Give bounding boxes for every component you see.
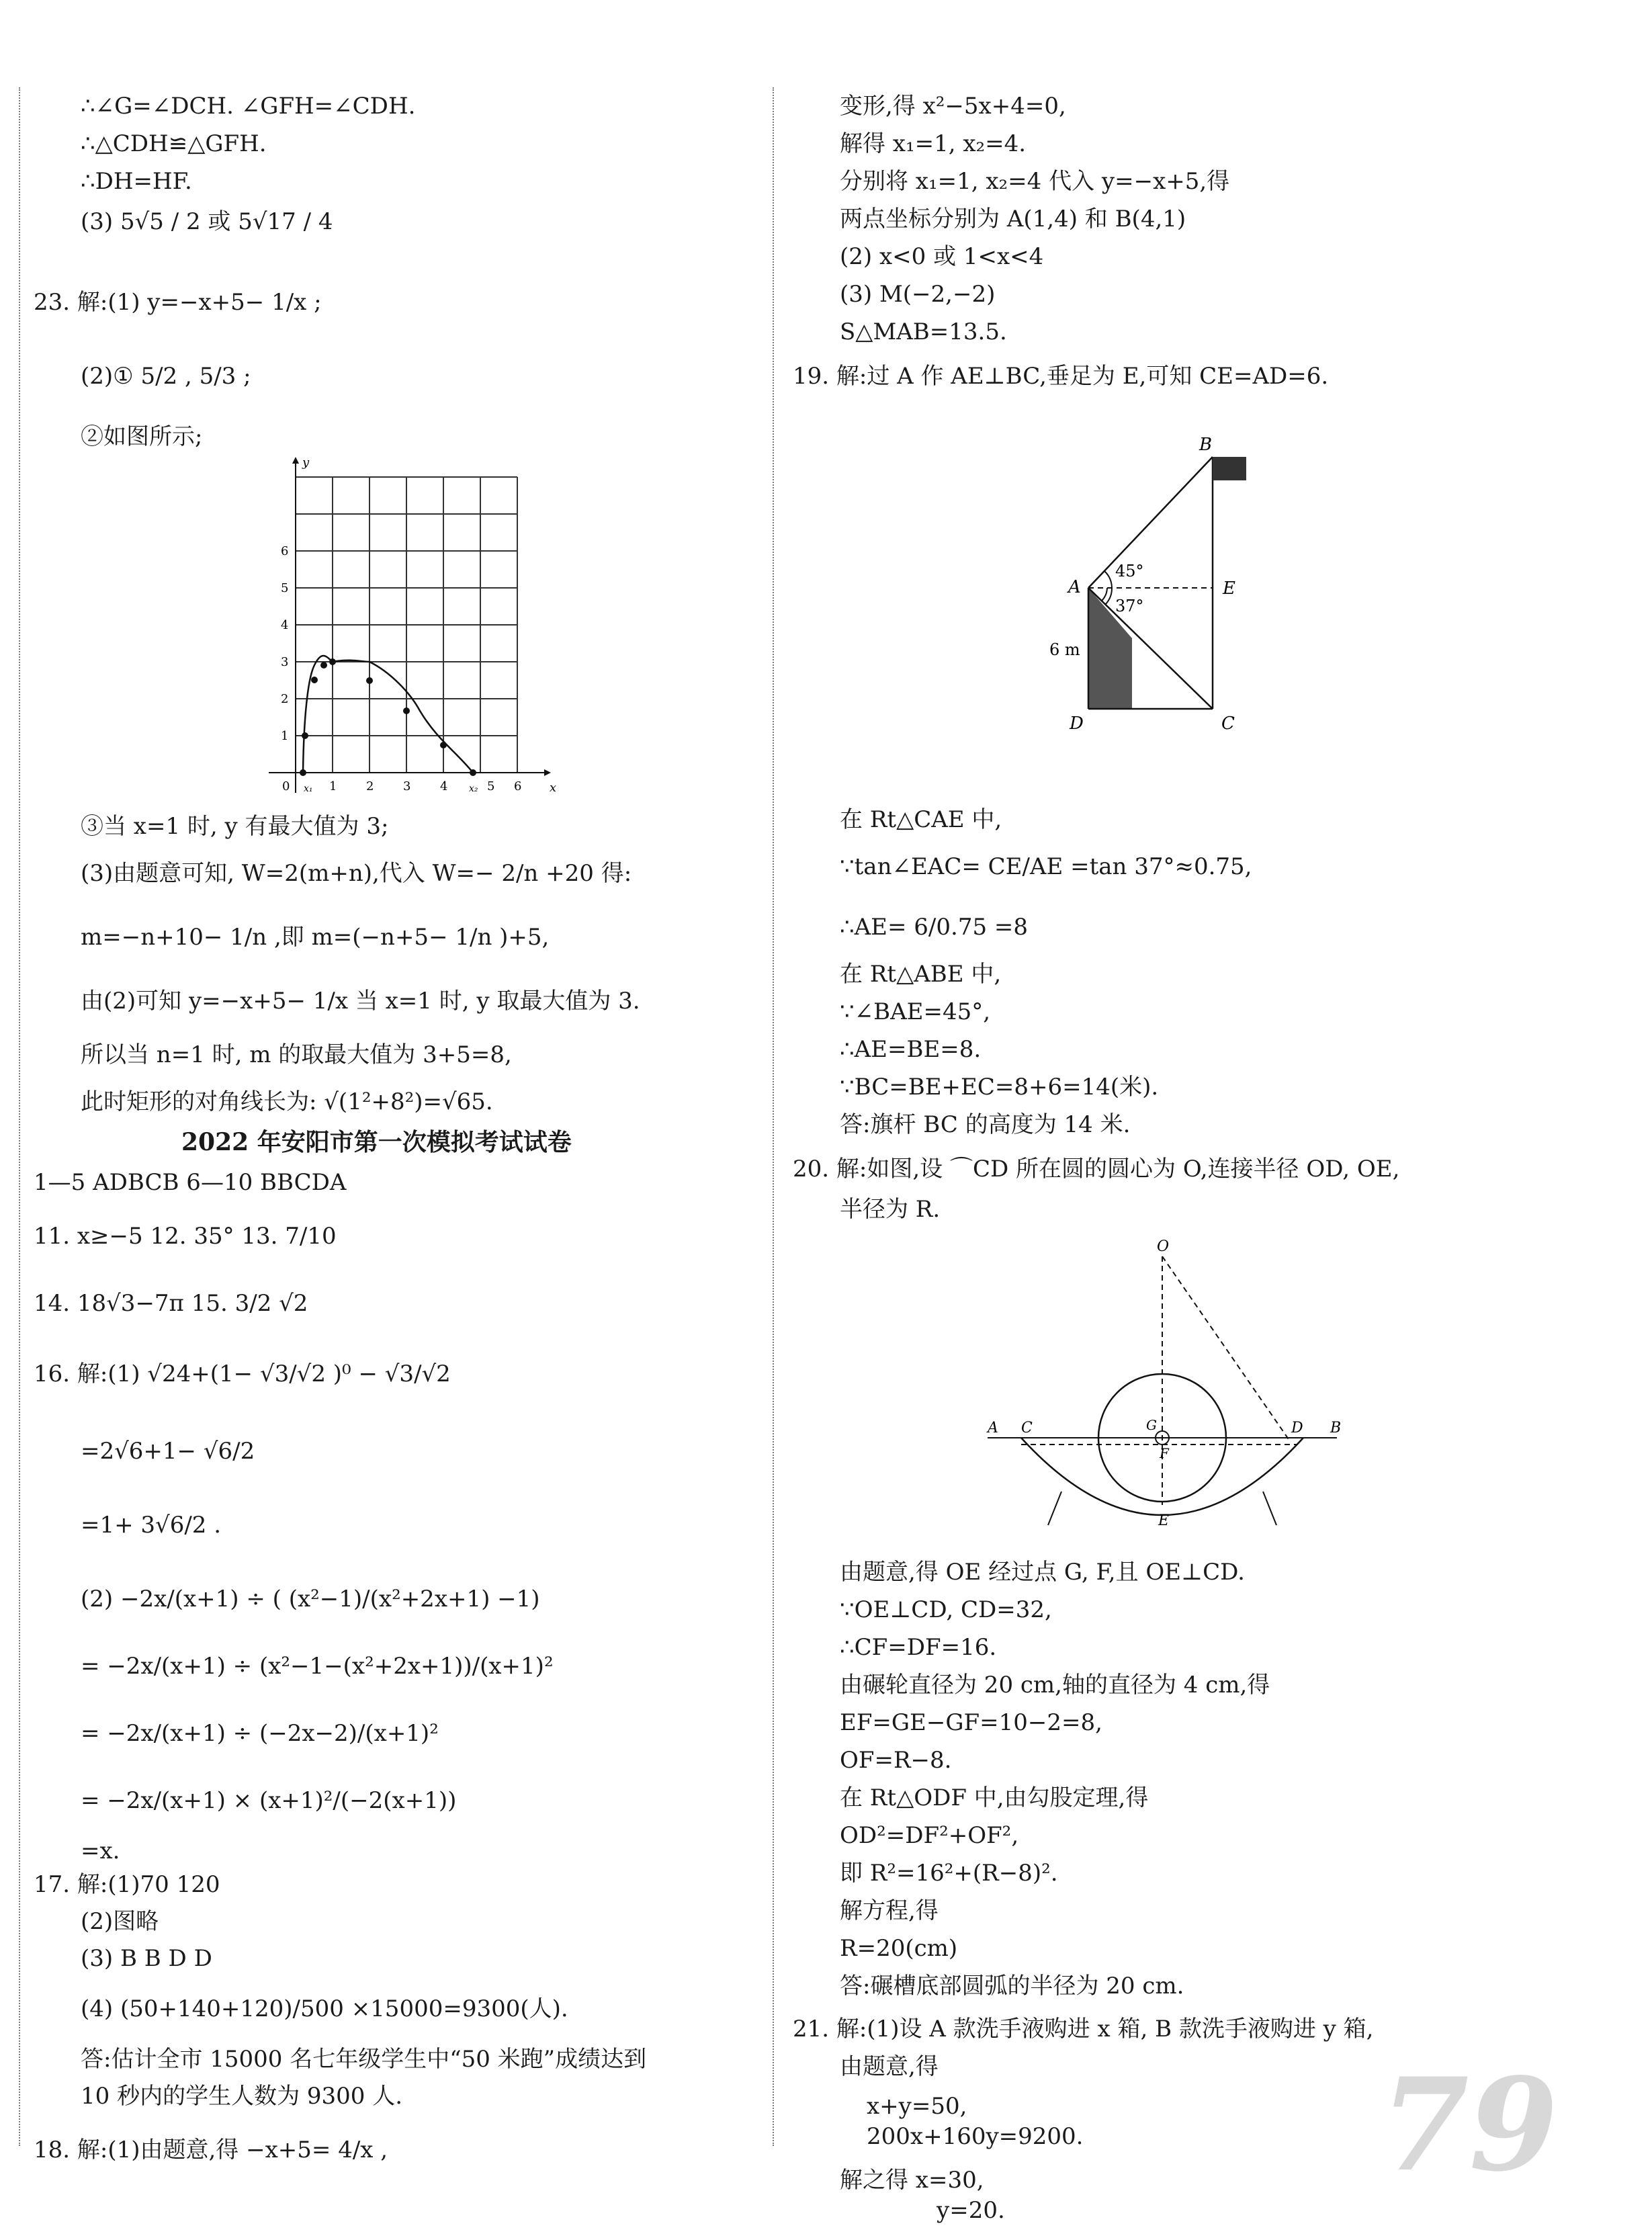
text-line: 由碾轮直径为 20 cm,轴的直径为 4 cm,得: [840, 1672, 1270, 1698]
text-line: 由(2)可知 y=−x+5− 1/x 当 x=1 时, y 取最大值为 3.: [81, 988, 640, 1015]
y-tick: 6: [281, 544, 289, 558]
support-left: [1048, 1492, 1061, 1525]
label-6m: 6 m: [1049, 640, 1080, 659]
graph-curve: [303, 648, 333, 773]
x-tick: 1: [329, 779, 337, 793]
text-line: 23. 解:(1) y=−x+5− 1/x ;: [34, 289, 322, 316]
label-45: 45°: [1115, 562, 1144, 580]
text-line: OF=R−8.: [840, 1747, 952, 1774]
x1-label: x₁: [304, 783, 313, 794]
text-line: 解得 x₁=1, x₂=4.: [840, 130, 1027, 157]
text-line: (2) x<0 或 1<x<4: [840, 243, 1044, 270]
label-A: A: [988, 1420, 998, 1436]
plot-point: [311, 677, 318, 683]
text-line: (3) M(−2,−2): [840, 281, 996, 308]
graph-grid: [296, 477, 517, 773]
segment-OD: [1162, 1256, 1290, 1441]
text-line: 由题意,得 OE 经过点 G, F,且 OE⊥CD.: [840, 1559, 1245, 1586]
text-line: (4) (50+140+120)/500 ×15000=9300(人).: [81, 1995, 568, 2022]
text-line: =1+ 3√6/2 .: [81, 1512, 222, 1539]
roller-figure: [981, 1236, 1357, 1545]
text-line: 两点坐标分别为 A(1,4) 和 B(4,1): [840, 206, 1186, 232]
text-line: EF=GE−GF=10−2=8,: [840, 1709, 1102, 1736]
text-line: R=20(cm): [840, 1935, 958, 1962]
x2-label: x₂: [469, 783, 478, 794]
x-tick: 6: [514, 779, 522, 793]
x-tick: 5: [487, 779, 495, 793]
y-tick: 4: [281, 618, 289, 632]
text-line: 18. 解:(1)由题意,得 −x+5= 4/x ,: [34, 2137, 388, 2163]
text-line: 此时矩形的对角线长为: √(1²+8²)=√65.: [81, 1088, 493, 1115]
angle-arc-37b: [1102, 588, 1107, 601]
text-line: 11. x≥−5 12. 35° 13. 7/10: [34, 1223, 337, 1250]
label-B: B: [1330, 1420, 1342, 1436]
text-line: = −2x/(x+1) ÷ (x²−1−(x²+2x+1))/(x+1)²: [81, 1653, 554, 1680]
text-line: 21. 解:(1)设 A 款洗手液购进 x 箱, B 款洗手液购进 y 箱,: [793, 2016, 1374, 2042]
text-line: ∴∠G=∠DCH. ∠GFH=∠CDH.: [81, 93, 416, 120]
plot-curve: [303, 656, 473, 773]
label-O: O: [1157, 1238, 1170, 1255]
text-line: 在 Rt△ODF 中,由勾股定理,得: [840, 1784, 1149, 1811]
y-tick: 1: [281, 729, 289, 743]
text-line: 答:旗杆 BC 的高度为 14 米.: [840, 1111, 1131, 1138]
text-line: 变形,得 x²−5x+4=0,: [840, 93, 1066, 120]
text-line: 200x+160y=9200.: [867, 2123, 1084, 2150]
label-D: D: [1070, 714, 1084, 734]
text-line: OD²=DF²+OF²,: [840, 1822, 1019, 1849]
flag: [1213, 457, 1246, 480]
text-line: = −2x/(x+1) ÷ (−2x−2)/(x+1)²: [81, 1720, 439, 1747]
text-line: (2)图略: [81, 1908, 159, 1935]
x-tick-labels: [282, 779, 521, 794]
text-line: ∵tan∠EAC= CE/AE =tan 37°≈0.75,: [840, 853, 1252, 880]
plot-point: [329, 658, 336, 665]
plot-point: [366, 677, 373, 684]
text-line: S△MAB=13.5.: [840, 318, 1007, 345]
y-tick: 3: [281, 655, 289, 669]
label-E: E: [1223, 578, 1235, 599]
y-axis-label: y: [302, 457, 310, 470]
text-line: 分别将 x₁=1, x₂=4 代入 y=−x+5,得: [840, 168, 1230, 195]
label-E: E: [1158, 1512, 1170, 1529]
label-C: C: [1221, 714, 1235, 734]
text-line: 14. 18√3−7π 15. 3/2 √2: [34, 1290, 308, 1317]
y-tick: 2: [281, 692, 289, 706]
label-37: 37°: [1115, 597, 1144, 615]
label-A: A: [1068, 577, 1081, 597]
plot-point: [320, 662, 327, 669]
page-number: 79: [1380, 2050, 1558, 2200]
support-right: [1263, 1492, 1276, 1525]
text-line: ∴CF=DF=16.: [840, 1634, 997, 1661]
text-line: (3)由题意可知, W=2(m+n),代入 W=− 2/n +20 得:: [81, 860, 632, 887]
segment-AB: [1088, 457, 1213, 588]
text-line: ③当 x=1 时, y 有最大值为 3;: [81, 813, 389, 840]
angle-arc-45: [1104, 571, 1112, 588]
text-line: 10 秒内的学生人数为 9300 人.: [81, 2083, 403, 2110]
label-G: G: [1146, 1417, 1157, 1433]
label-F: F: [1160, 1445, 1169, 1461]
plot-point: [440, 742, 447, 748]
plot-point: [403, 707, 410, 714]
text-line: (3) 5√5 / 2 或 5√17 / 4: [81, 208, 333, 235]
text-line: 所以当 n=1 时, m 的取最大值为 3+5=8,: [81, 1041, 512, 1068]
text-line: ∵∠BAE=45°,: [840, 998, 991, 1025]
plot-point: [300, 769, 306, 776]
x-tick: 2: [366, 779, 374, 793]
y-tick-labels: [281, 544, 288, 743]
x-axis-label: x: [550, 781, 557, 795]
label-C: C: [1021, 1420, 1033, 1436]
text-line: 解之得 x=30,: [840, 2167, 984, 2194]
left-margin-rule: [19, 87, 20, 2146]
text-line: 答:碾槽底部圆弧的半径为 20 cm.: [840, 1973, 1184, 1999]
plot-point: [302, 732, 308, 739]
text-line: x+y=50,: [867, 2093, 967, 2120]
text-line: ②如图所示;: [81, 423, 203, 450]
plot-point: [470, 769, 476, 776]
text-line: 即 R²=16²+(R−8)².: [840, 1860, 1058, 1887]
text-line: ∵BC=BE+EC=8+6=14(米).: [840, 1074, 1159, 1101]
text-line: ∴AE=BE=8.: [840, 1036, 982, 1063]
x-tick: 3: [403, 779, 411, 793]
y-tick: 5: [281, 581, 289, 595]
text-line: ∵OE⊥CD, CD=32,: [840, 1596, 1052, 1623]
label-D: D: [1291, 1420, 1303, 1436]
text-line: = −2x/(x+1) × (x+1)²/(−2(x+1)): [81, 1787, 457, 1814]
x-arrow: [544, 769, 551, 776]
y-arrow: [292, 457, 299, 464]
text-line: ∴AE= 6/0.75 =8: [840, 914, 1029, 941]
text-line: 16. 解:(1) √24+(1− √3/√2 )⁰ − √3/√2: [34, 1361, 451, 1387]
text-line: 在 Rt△CAE 中,: [840, 806, 1002, 833]
text-line: (2) −2x/(x+1) ÷ ( (x²−1)/(x²+2x+1) −1): [81, 1586, 540, 1612]
text-line: ∴DH=HF.: [81, 168, 192, 195]
column-divider: [773, 87, 774, 2146]
text-line: 答:估计全市 15000 名七年级学生中“50 米跑”成绩达到: [81, 2046, 647, 2073]
text-line: 由题意,得: [840, 2053, 939, 2080]
text-line: =x.: [81, 1838, 120, 1864]
text-line: 解方程,得: [840, 1897, 939, 1924]
exam-title: 2022 年安阳市第一次模拟考试试卷: [181, 1128, 572, 1156]
plot-points: [300, 658, 476, 776]
text-line: 20. 解:如图,设 ⌒CD 所在圆的圆心为 O,连接半径 OD, OE,: [793, 1156, 1400, 1182]
text-line: 19. 解:过 A 作 AE⊥BC,垂足为 E,可知 CE=AD=6.: [793, 363, 1329, 390]
text-line: 在 Rt△ABE 中,: [840, 961, 1002, 988]
flagpole-figure: [1021, 396, 1317, 800]
text-line: 半径为 R.: [840, 1196, 941, 1223]
text-line: y=20.: [937, 2197, 1005, 2224]
text-line: =2√6+1− √6/2: [81, 1438, 255, 1465]
angle-arc-37: [1105, 588, 1112, 605]
x-tick: 4: [440, 779, 448, 793]
text-line: m=−n+10− 1/n ,即 m=(−n+5− 1/n )+5,: [81, 924, 550, 951]
text-line: 1—5 ADBCB 6—10 BBCDA: [34, 1169, 347, 1196]
label-B: B: [1199, 435, 1213, 455]
text-line: 17. 解:(1)70 120: [34, 1871, 220, 1898]
text-line: (2)① 5/2 , 5/3 ;: [81, 363, 251, 390]
text-line: ∴△CDH≌△GFH.: [81, 130, 267, 157]
text-line: (3) B B D D: [81, 1945, 212, 1972]
x-tick: 0: [282, 779, 290, 793]
function-graph: [255, 457, 605, 806]
